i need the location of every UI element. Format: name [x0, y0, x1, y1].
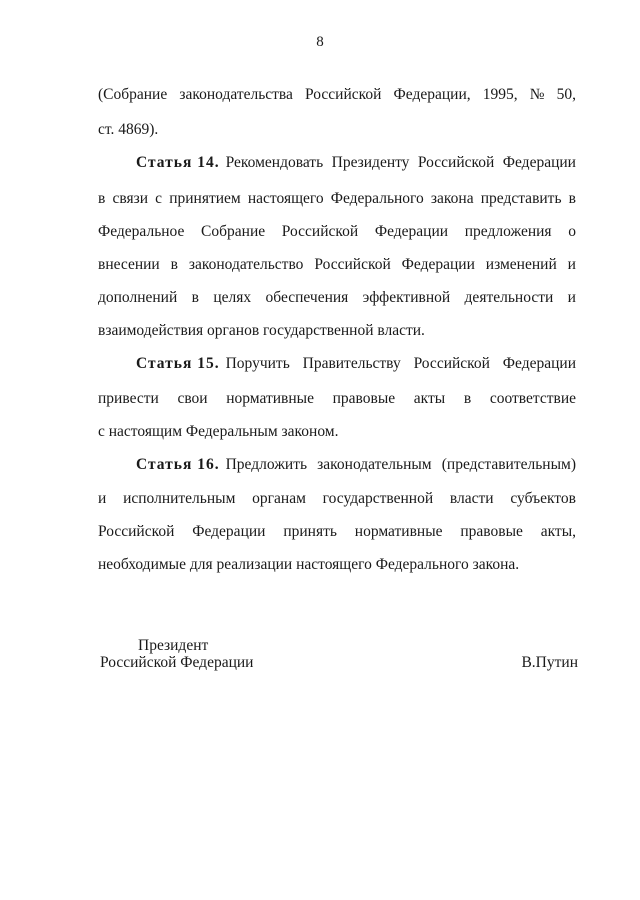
- word: в: [191, 289, 199, 306]
- word: в: [568, 190, 576, 207]
- word: свои: [177, 390, 208, 407]
- article-15-line-2: [98, 389, 576, 409]
- article-16-line-2: [98, 489, 576, 509]
- word: в: [98, 190, 106, 207]
- article-16-label: Статья 16.: [136, 456, 220, 473]
- word: и: [567, 256, 576, 273]
- article-14-line-1-text: [226, 153, 576, 173]
- word: в: [170, 256, 178, 273]
- word: акты,: [540, 523, 576, 540]
- word: органам: [252, 490, 306, 507]
- word: эффективной: [362, 289, 451, 306]
- word: (представительным): [441, 456, 576, 473]
- word: Предложить: [225, 456, 308, 473]
- word: Поручить: [225, 355, 290, 372]
- word: правовые: [332, 390, 396, 407]
- word: Рекомендовать: [225, 154, 324, 171]
- signature-country: Российской Федерации: [100, 654, 254, 671]
- page-number: 8: [316, 34, 324, 50]
- word: субъектов: [510, 490, 576, 507]
- article-15-line-3: с настоящим Федеральным законом.: [98, 423, 339, 440]
- word: Федерации,: [393, 86, 471, 103]
- word: о: [568, 223, 576, 240]
- word: Российской: [98, 523, 175, 540]
- word: Собрание: [201, 223, 266, 240]
- word: №: [529, 86, 545, 103]
- word: законодательство: [188, 256, 304, 273]
- citation-line-2: ст. 4869).: [98, 121, 159, 138]
- word: правовые: [460, 523, 523, 540]
- word: Российской: [305, 86, 382, 103]
- word: и: [567, 289, 576, 306]
- word: нормативные: [354, 523, 443, 540]
- article-16-line-3: [98, 522, 576, 542]
- word: привести: [98, 390, 159, 407]
- article-14-label: Статья 14.: [136, 154, 220, 171]
- word: обеспечения: [265, 289, 349, 306]
- word: власти: [449, 490, 494, 507]
- word: Правительству: [302, 355, 401, 372]
- word: Федерации: [502, 154, 576, 171]
- word: представить: [480, 190, 562, 207]
- article-15-line-1-text: [226, 354, 576, 374]
- word: с: [155, 190, 163, 207]
- word: дополнений: [98, 289, 178, 306]
- word: в: [463, 390, 472, 407]
- word: закона: [430, 190, 474, 207]
- word: связи: [112, 190, 149, 207]
- article-15-line-1: [136, 354, 576, 374]
- citation-line-1: [98, 85, 576, 105]
- word: Российской: [281, 223, 359, 240]
- word: законодательным: [317, 456, 432, 473]
- article-16-line-1: [136, 455, 576, 475]
- word: и: [98, 490, 107, 507]
- word: Российской: [417, 154, 495, 171]
- word: Российской: [314, 256, 391, 273]
- word: соответствие: [489, 390, 576, 407]
- word: Федерации: [192, 523, 266, 540]
- signature-name: В.Путин: [521, 654, 578, 671]
- word: Федерации: [502, 355, 576, 372]
- article-16-line-4: необходимые для реализации настоящего Федерального закона.: [98, 556, 520, 573]
- word: внесении: [98, 256, 160, 273]
- article-14-line-1: [136, 153, 576, 173]
- word: нормативные: [226, 390, 314, 407]
- word: Президенту: [331, 154, 410, 171]
- article-14-line-4: [98, 255, 576, 275]
- word: Федерации: [401, 256, 475, 273]
- article-14-line-6: взаимодействия органов государственной власти.: [98, 322, 425, 339]
- word: целях: [213, 289, 252, 306]
- word: настоящего: [247, 190, 324, 207]
- word: акты: [413, 390, 446, 407]
- article-14-line-5: [98, 288, 576, 308]
- word: государственной: [322, 490, 434, 507]
- signature-title: Президент: [138, 637, 209, 654]
- article-14-line-2: [98, 189, 576, 209]
- word: Российской: [413, 355, 490, 372]
- word: (Собрание: [98, 86, 168, 103]
- word: предложения: [464, 223, 552, 240]
- word: Федеральное: [98, 223, 185, 240]
- word: деятельности: [464, 289, 554, 306]
- word: законодательства: [179, 86, 293, 103]
- word: исполнительным: [123, 490, 236, 507]
- word: изменений: [485, 256, 557, 273]
- word: Федерации: [374, 223, 449, 240]
- word: принять: [283, 523, 337, 540]
- word: принятием: [169, 190, 241, 207]
- article-16-line-1-text: [226, 455, 576, 475]
- word: Федерального: [330, 190, 424, 207]
- word: 50,: [556, 86, 576, 103]
- article-15-label: Статья 15.: [136, 355, 220, 372]
- article-14-line-3: [98, 222, 576, 242]
- word: 1995,: [482, 86, 518, 103]
